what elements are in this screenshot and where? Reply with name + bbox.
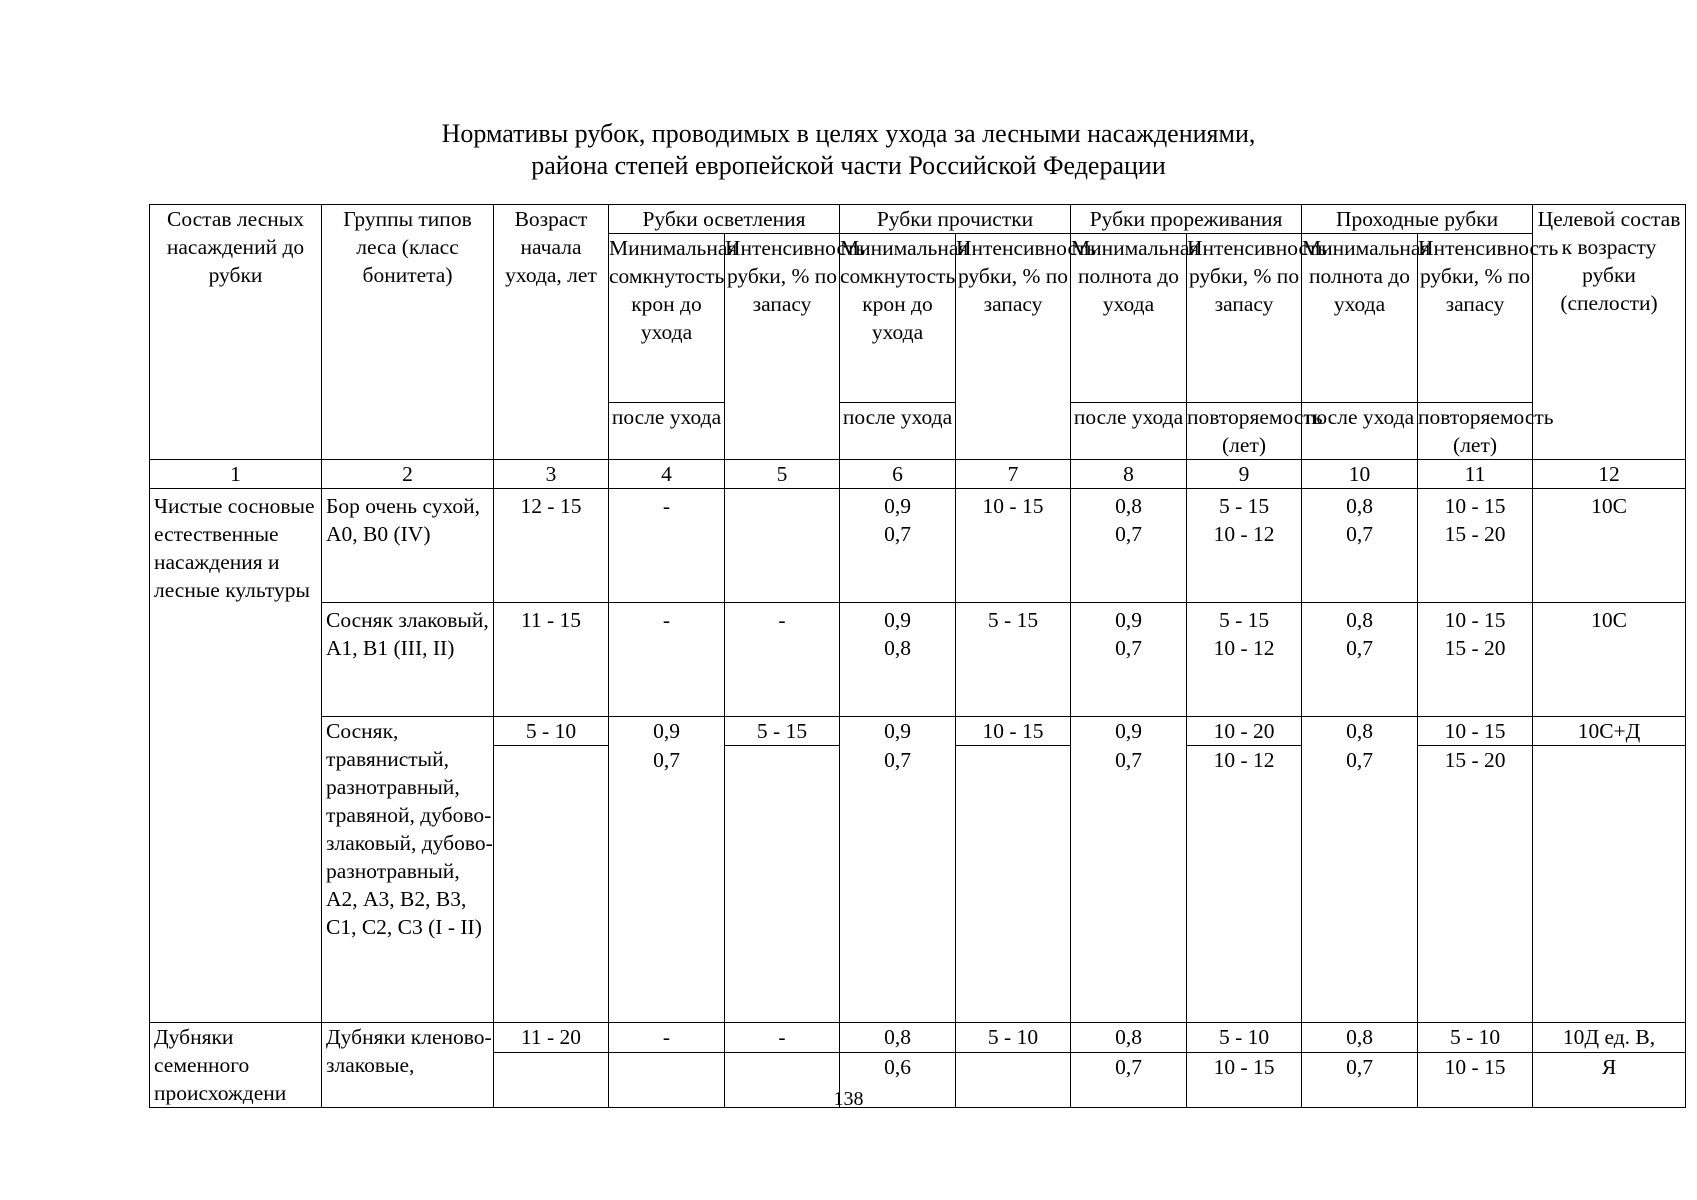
table-cell: 0,8 bbox=[1071, 1023, 1187, 1053]
table-cell: 10Д ед. В, bbox=[1533, 1023, 1686, 1053]
table-cell: 10 - 15 bbox=[956, 717, 1071, 746]
table-cell: 10 - 15 15 - 20 bbox=[1418, 489, 1533, 603]
column-number: 9 bbox=[1187, 460, 1302, 489]
header-intensity-11: Интенсивность рубки, % по запасу bbox=[1418, 234, 1533, 403]
table-cell: 10 - 15 bbox=[1418, 1053, 1533, 1108]
table-cell: Я bbox=[1533, 1053, 1686, 1108]
table-cell: 10С bbox=[1533, 603, 1686, 717]
table-cell: 10С bbox=[1533, 489, 1686, 603]
table-cell: 0,7 bbox=[840, 746, 956, 1023]
forest-type-cell: Сосняк злаковый, А1, В1 (III, II) bbox=[322, 603, 494, 717]
column-number: 5 bbox=[725, 460, 840, 489]
table-cell bbox=[725, 746, 840, 1023]
table-cell bbox=[725, 489, 840, 603]
table-cell: 0,8 bbox=[1302, 717, 1418, 746]
table-cell: 0,7 bbox=[609, 746, 725, 1023]
table-cell: 10 - 15 bbox=[1187, 1053, 1302, 1108]
table-cell bbox=[956, 746, 1071, 1023]
document-title bbox=[0, 118, 1697, 182]
table-cell: 0,8 bbox=[1302, 1023, 1418, 1053]
table-cell: - bbox=[609, 603, 725, 717]
title-line-1: Нормативы рубок, проводимых в целях ухода за лесными насаждениями, bbox=[441, 119, 1256, 148]
table-cell: 0,7 bbox=[1071, 746, 1187, 1023]
table-cell: 5 - 15 bbox=[725, 717, 840, 746]
table-cell: 0,7 bbox=[1071, 1053, 1187, 1108]
table-cell: - bbox=[725, 1023, 840, 1053]
table-row bbox=[150, 1023, 1686, 1053]
header-after-10: после ухода bbox=[1302, 403, 1418, 460]
table-cell: 0,7 bbox=[1302, 1053, 1418, 1108]
title-line-2: района степей европейской части Российской Федерации bbox=[531, 151, 1166, 180]
header-after-6: после ухода bbox=[840, 403, 956, 460]
norms-table bbox=[149, 204, 1686, 1108]
table-cell: 10 - 20 bbox=[1187, 717, 1302, 746]
column-number: 11 bbox=[1418, 460, 1533, 489]
group-oak-cell: Дубняки семенного происхождени bbox=[150, 1023, 322, 1108]
header-passing: Проходные рубки bbox=[1302, 205, 1533, 234]
age-cell: 11 - 15 bbox=[494, 603, 609, 717]
group-pine-cell: Чистые сосновые естественные насаждения и лесные культуры bbox=[150, 489, 322, 1023]
age-cell: 11 - 20 bbox=[494, 1023, 609, 1053]
header-forest-types: Группы типов леса (класс бонитета) bbox=[322, 205, 494, 460]
forest-type-cell: Дубняки кленово-злаковые, bbox=[322, 1023, 494, 1108]
table-cell: 10 - 15 bbox=[956, 489, 1071, 603]
table-cell: 0,8 bbox=[840, 1023, 956, 1053]
header-after-4: после ухода bbox=[609, 403, 725, 460]
table-cell: 0,9 bbox=[1071, 717, 1187, 746]
header-intensity-5: Интенсивность рубки, % по запасу bbox=[725, 234, 840, 460]
column-number: 6 bbox=[840, 460, 956, 489]
column-number: 3 bbox=[494, 460, 609, 489]
header-repeat-9: повторяемость (лет) bbox=[1187, 403, 1302, 460]
header-min-crown-4: Минимальная сомкнутость крон до ухода bbox=[609, 234, 725, 403]
column-number: 7 bbox=[956, 460, 1071, 489]
header-repeat-11: повторяемость (лет) bbox=[1418, 403, 1533, 460]
forest-type-cell: Сосняк, травянистый, разнотравный, травяной, дубово-злаковый, дубово-разнотравный, А2, А3, В2, В3, С1, С2, С3 (I - II) bbox=[322, 717, 494, 1023]
table-cell: 10 - 15 bbox=[1418, 717, 1533, 746]
table-row bbox=[150, 717, 1686, 746]
table-cell bbox=[494, 746, 609, 1023]
header-thinning: Рубки прореживания bbox=[1071, 205, 1302, 234]
table-cell: 0,9 0,7 bbox=[840, 489, 956, 603]
header-min-density-10: Минимальная полнота до ухода bbox=[1302, 234, 1418, 403]
header-intensity-9: Интенсивность рубки, % по запасу bbox=[1187, 234, 1302, 403]
table-cell: 10 - 15 15 - 20 bbox=[1418, 603, 1533, 717]
table-row bbox=[150, 603, 1686, 717]
column-number: 10 bbox=[1302, 460, 1418, 489]
table-cell: 10 - 12 bbox=[1187, 746, 1302, 1023]
age-cell: 12 - 15 bbox=[494, 489, 609, 603]
header-row-1 bbox=[150, 205, 1686, 234]
header-intensity-7: Интенсивность рубки, % по запасу bbox=[956, 234, 1071, 460]
header-composition: Состав лесных насаждений до рубки bbox=[150, 205, 322, 460]
table-cell: 5 - 15 10 - 12 bbox=[1187, 603, 1302, 717]
table-cell: 5 - 10 bbox=[1187, 1023, 1302, 1053]
table-row bbox=[150, 489, 1686, 603]
column-number: 1 bbox=[150, 460, 322, 489]
column-number: 2 bbox=[322, 460, 494, 489]
table-cell: 0,9 0,8 bbox=[840, 603, 956, 717]
header-min-crown-6: Минимальная сомкнутость крон до ухода bbox=[840, 234, 956, 403]
header-start-age: Возраст начала ухода, лет bbox=[494, 205, 609, 460]
table-cell bbox=[1533, 746, 1686, 1023]
table-cell: 0,7 bbox=[1302, 746, 1418, 1023]
header-min-density-8: Минимальная полнота до ухода bbox=[1071, 234, 1187, 403]
table-cell: 15 - 20 bbox=[1418, 746, 1533, 1023]
column-number: 4 bbox=[609, 460, 725, 489]
table-cell: 5 - 10 bbox=[956, 1023, 1071, 1053]
table-cell: 0,6 bbox=[840, 1053, 956, 1108]
column-number: 12 bbox=[1533, 460, 1686, 489]
column-number: 8 bbox=[1071, 460, 1187, 489]
table-cell: 0,9 0,7 bbox=[1071, 603, 1187, 717]
table-cell: 10С+Д bbox=[1533, 717, 1686, 746]
table-cell: 5 - 10 bbox=[1418, 1023, 1533, 1053]
table-cell: 0,8 0,7 bbox=[1302, 489, 1418, 603]
table-cell: - bbox=[609, 489, 725, 603]
table-cell: - bbox=[725, 603, 840, 717]
forest-type-cell: Бор очень сухой, А0, В0 (IV) bbox=[322, 489, 494, 603]
table-cell: 5 - 15 10 - 12 bbox=[1187, 489, 1302, 603]
header-after-8: после ухода bbox=[1071, 403, 1187, 460]
table-cell: 5 - 15 bbox=[956, 603, 1071, 717]
table-cell: 0,9 bbox=[840, 717, 956, 746]
header-lightening: Рубки осветления bbox=[609, 205, 840, 234]
table-cell: 0,8 0,7 bbox=[1071, 489, 1187, 603]
table-cell: - bbox=[609, 1023, 725, 1053]
table-cell: 0,8 0,7 bbox=[1302, 603, 1418, 717]
age-cell: 5 - 10 bbox=[494, 717, 609, 746]
header-target: Целевой состав к возрасту рубки (спелости) bbox=[1533, 205, 1686, 460]
header-cleaning: Рубки прочистки bbox=[840, 205, 1071, 234]
page-number: 138 bbox=[833, 1088, 864, 1110]
table-cell: 0,9 bbox=[609, 717, 725, 746]
column-number-row bbox=[150, 460, 1686, 489]
